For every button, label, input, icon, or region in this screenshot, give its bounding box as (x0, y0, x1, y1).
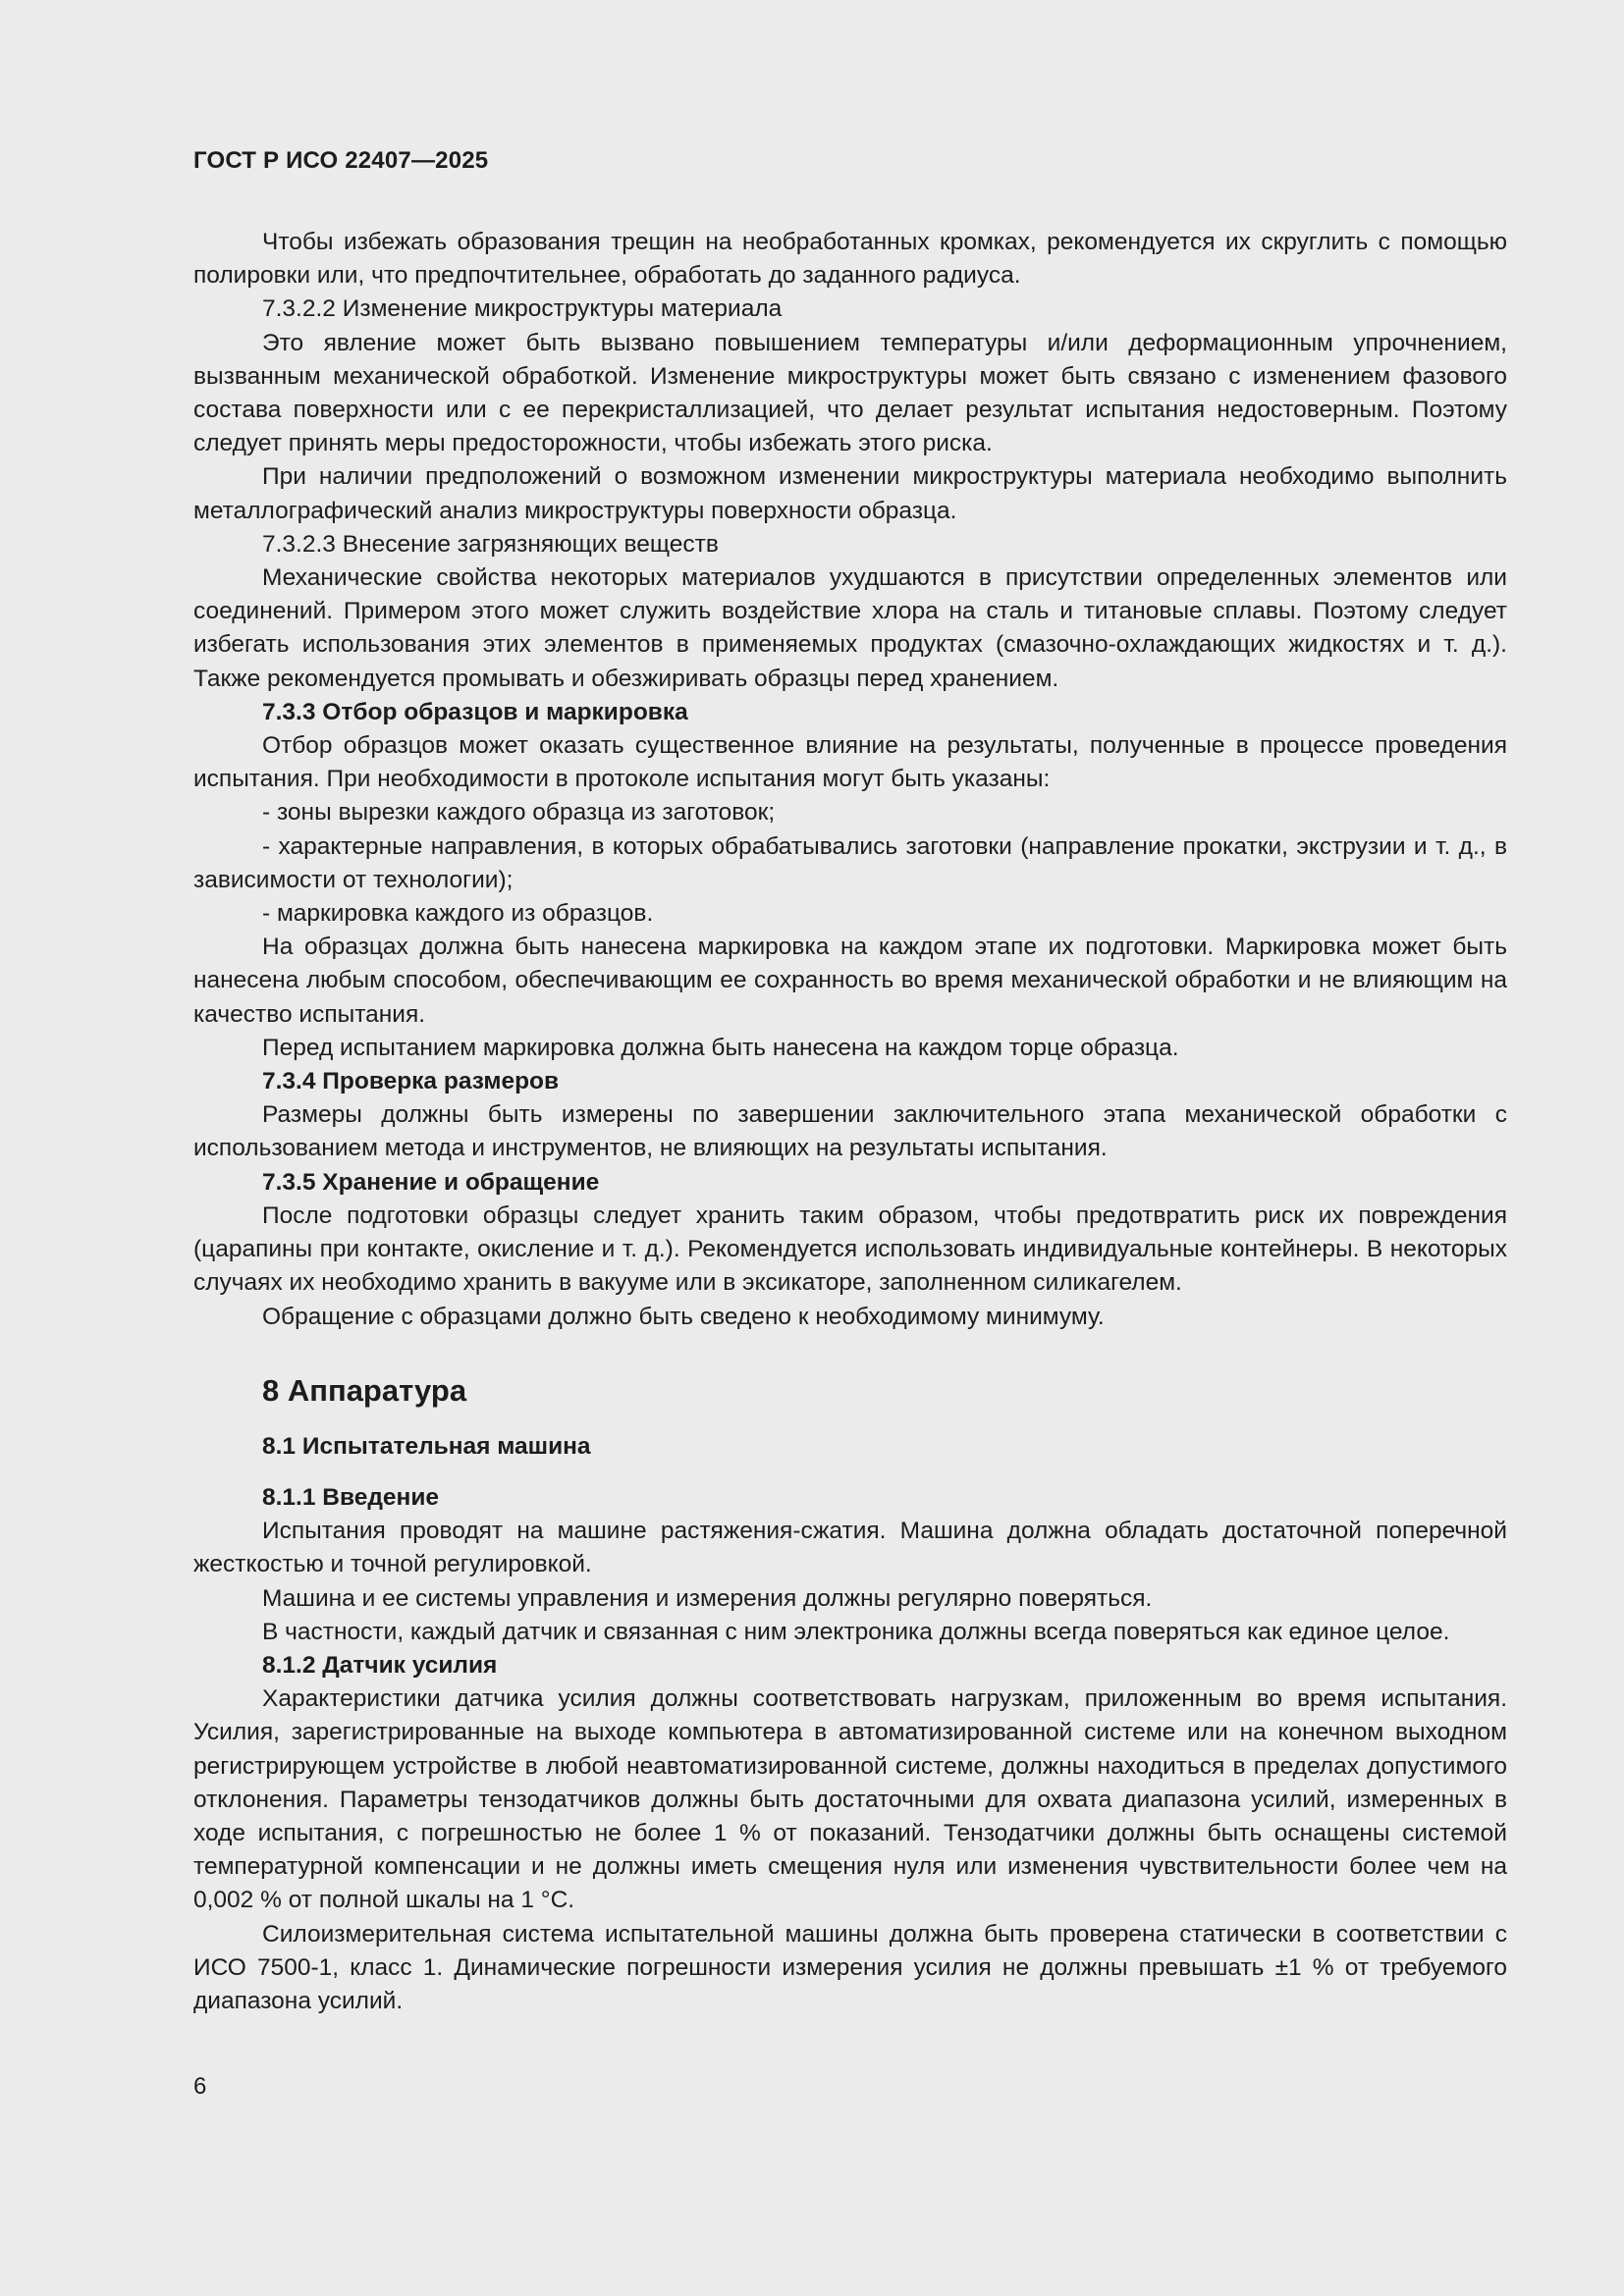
paragraph: Это явление может быть вызвано повышением температуры и/или деформационным упрочнением, вызванным механической обработкой. Изменение микроструктуры может быть связано с изменением фазового состава поверхности или с ее перекристаллизацией, что делает результат испытания недостоверным. Поэтому следует принять меры предосторожности, чтобы избежать этого риска. (193, 329, 1507, 457)
paragraph: Чтобы избежать образования трещин на необработанных кромках, рекомендуется их скруглить с помощью полировки или, что предпочтительнее, обработать до заданного радиуса. (193, 229, 1507, 290)
subsection-heading: 7.3.2.3 Внесение загрязняющих веществ (262, 530, 719, 558)
list-item: - маркировка каждого из образцов. (262, 900, 654, 928)
paragraph: Характеристики датчика усилия должны соответствовать нагрузкам, приложенным во время испытания. Усилия, зарегистрированные на выходе компьютера в автоматизированной системе или на конечном выходном регистрирующем устройстве в любой неавтоматизированной системе, должны находиться в пределах допустимого отклонения. Параметры тензодатчиков должны быть достаточными для охвата диапазона усилий, измеренных в ходе испытания, с погрешностью не более 1 % от показаний. Тензодатчики должны быть оснащены системой температурной компенсации и не должны иметь смещения нуля или изменения чувствительности более чем на 0,002 % от полной шкалы на 1 °C. (193, 1685, 1507, 1914)
paragraph: После подготовки образцы следует хранить таким образом, чтобы предотвратить риск их повреждения (царапины при контакте, окисление и т. д.). Рекомендуется использовать индивидуальные контейнеры. В некоторых случаях их необходимо хранить в вакууме или в эксикаторе, заполненном силикагелем. (193, 1201, 1507, 1297)
subsection-heading: 7.3.2.2 Изменение микроструктуры материала (262, 295, 783, 323)
section-title: 8 Аппаратура (262, 1372, 467, 1408)
paragraph: Размеры должны быть измерены по завершении заключительного этапа механической обработки с использованием метода и инструментов, не влияющих на результаты испытания. (193, 1101, 1507, 1162)
paragraph: Перед испытанием маркировка должна быть нанесена на каждом торце образца. (262, 1034, 1179, 1061)
paragraph: На образцах должна быть нанесена маркировка на каждом этапе их подготовки. Маркировка может быть нанесена любым способом, обеспечивающим ее сохранность во время механической обработки и не влияющим на качество испытания. (193, 934, 1507, 1028)
paragraph: Испытания проводят на машине растяжения-сжатия. Машина должна обладать достаточной поперечной жесткостью и точной регулировкой. (193, 1518, 1507, 1578)
paragraph: В частности, каждый датчик и связанная с ним электроника должны всегда поверяться как единое целое. (262, 1618, 1450, 1645)
subsection-heading: 8.1.2 Датчик усилия (262, 1651, 498, 1679)
paragraph: Машина и ее системы управления и измерения должны регулярно поверяться. (262, 1584, 1153, 1612)
subsection-heading: 7.3.5 Хранение и обращение (262, 1168, 600, 1196)
document-body (193, 226, 1507, 2018)
subsection-heading: 8.1.1 Введение (262, 1483, 440, 1511)
document-header: ГОСТ Р ИСО 22407—2025 (193, 147, 489, 174)
paragraph: Механические свойства некоторых материалов ухудшаются в присутствии определенных элементов или соединений. Примером этого может служить воздействие хлора на сталь и титановые сплавы. Поэтому следует избегать использования этих элементов в применяемых продуктах (смазочно-охлаждающих жидкостях и т. д.). Также рекомендуется промывать и обезжиривать образцы перед хранением. (193, 564, 1507, 692)
paragraph: При наличии предположений о возможном изменении микроструктуры материала необходимо выполнить металлографический анализ микроструктуры поверхности образца. (193, 463, 1507, 524)
section-subtitle: 8.1 Испытательная машина (262, 1432, 591, 1460)
page-number: 6 (193, 2073, 207, 2100)
list-item: - характерные направления, в которых обрабатывались заготовки (направление прокатки, экструзии и т. д., в зависимости от технологии); (193, 832, 1507, 893)
paragraph: Отбор образцов может оказать существенное влияние на результаты, полученные в процессе проведения испытания. При необходимости в протоколе испытания могут быть указаны: (193, 732, 1507, 793)
list-item: - зоны вырезки каждого образца из заготовок; (262, 799, 776, 827)
subsection-heading: 7.3.3 Отбор образцов и маркировка (262, 698, 688, 725)
paragraph: Силоизмерительная система испытательной машины должна быть проверена статически в соответствии с ИСО 7500-1, класс 1. Динамические погрешности измерения усилия не должны превышать ±1 % от требуемого диапазона усилий. (193, 1920, 1507, 2014)
subsection-heading: 7.3.4 Проверка размеров (262, 1068, 560, 1095)
paragraph: Обращение с образцами должно быть сведено к необходимому минимуму. (262, 1303, 1105, 1330)
